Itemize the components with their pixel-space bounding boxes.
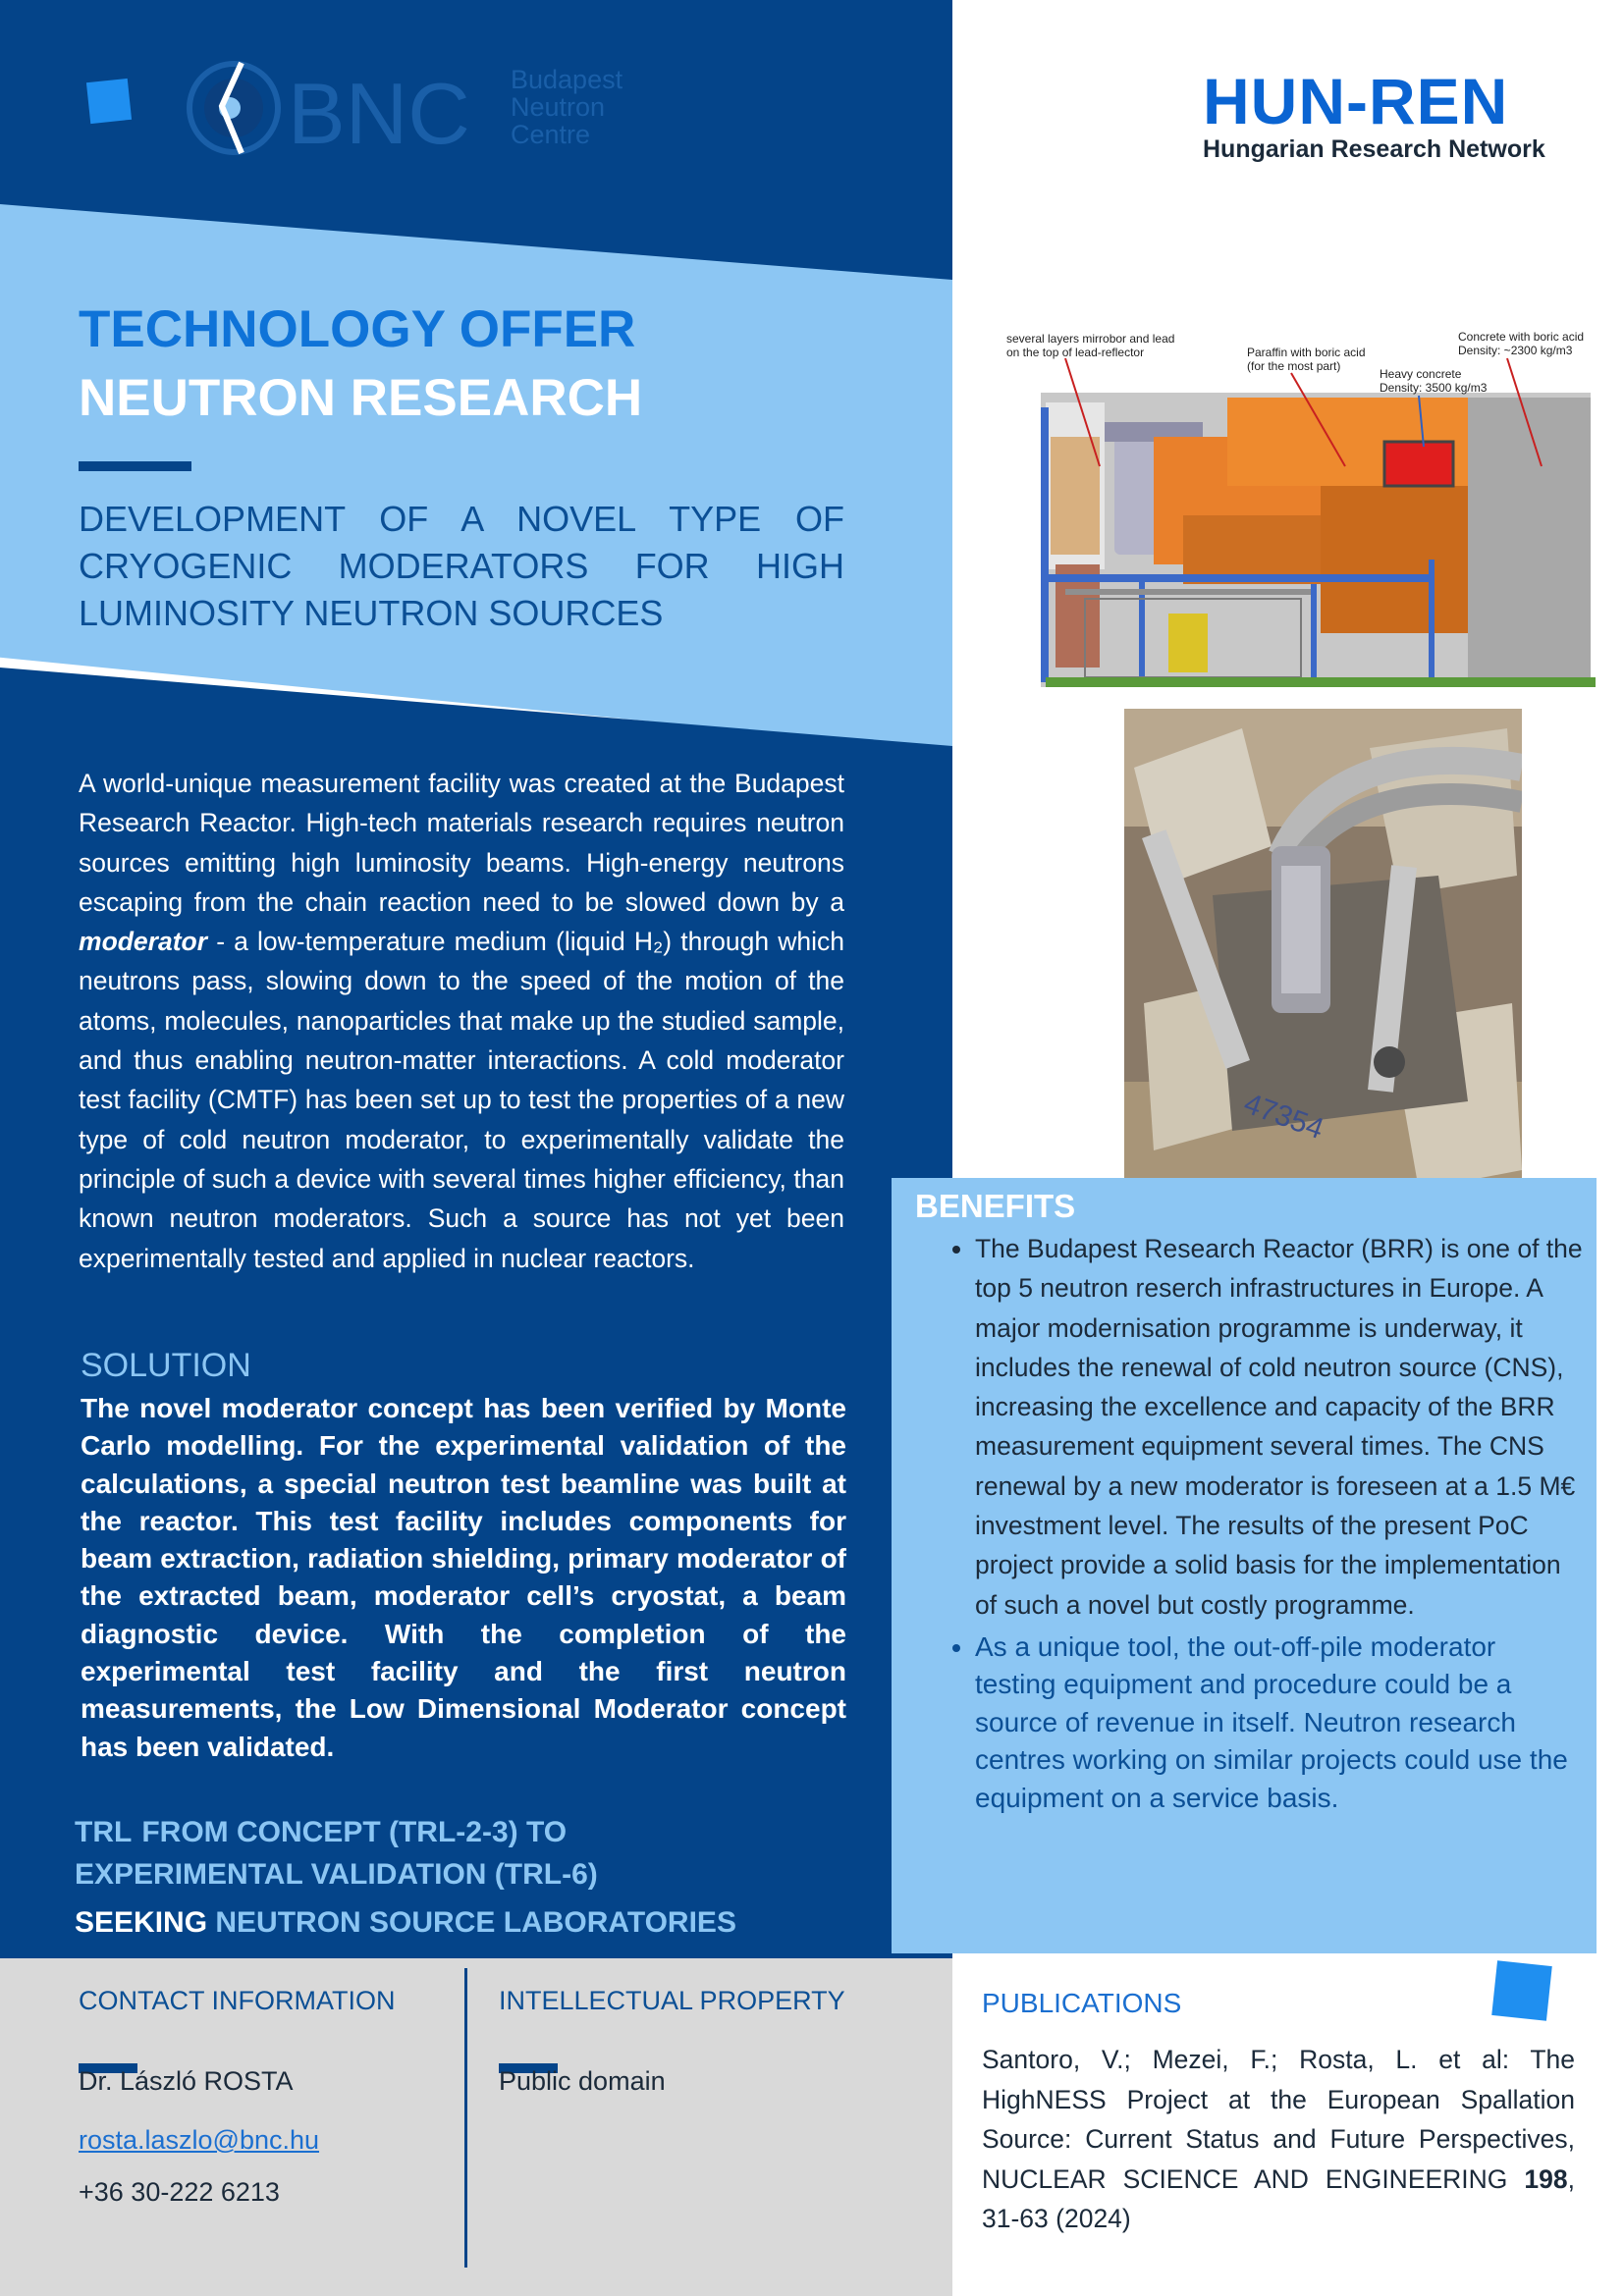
solution-body: The novel moderator concept has been verified by Monte Carlo modelling. For the experimental validation of the calculations, a special neutron test beamline was built at the reactor. This test facility includes components for beam extraction, radiation shielding, primary moderator of the extracted beam, moderator cell’s cryostat, a beam diagnostic device. With the completion of the experimental test facility and the first neutron measurements, the Low Dimensional Moderator concept has been validated. xyxy=(81,1393,846,1762)
svg-text:Heavy concrete: Heavy concrete xyxy=(1380,367,1462,381)
trl-label: TRL xyxy=(75,1816,133,1848)
red-component xyxy=(1384,442,1453,486)
decorative-square-icon xyxy=(1491,1960,1552,2021)
contact-column-divider xyxy=(464,1968,467,2268)
seeking-value: NEUTRON SOURCE LABORATORIES xyxy=(215,1906,736,1939)
svg-text:Density: 3500 kg/m3: Density: 3500 kg/m3 xyxy=(1380,381,1488,395)
heavy-concrete xyxy=(1321,486,1468,633)
benefits-heading: BENEFITS xyxy=(915,1188,1076,1224)
trl-value-continued: EXPERIMENTAL VALIDATION (TRL-6) xyxy=(75,1858,598,1891)
benefit-item: • As a unique tool, the out-off-pile moderator testing equipment and procedure could be a source of revenue in itself. Neutron research centres working on similar projects could use the equipment on a service basis. xyxy=(975,1629,1584,1818)
facility-cross-section-diagram xyxy=(1006,319,1600,702)
photo-marking: 47354 xyxy=(1239,1087,1328,1147)
contact-email-link[interactable]: rosta.laszlo@bnc.hu xyxy=(79,2125,320,2155)
contact-heading: CONTACT INFORMATION xyxy=(79,1986,396,2015)
svg-text:(for the most part): (for the most part) xyxy=(1247,359,1341,373)
trl-value: FROM CONCEPT (TRL-2-3) TO xyxy=(141,1816,568,1848)
benefits-list xyxy=(938,1229,1584,1817)
bnc-logo xyxy=(185,57,656,160)
svg-text:on the top of lead-reflector: on the top of lead-reflector xyxy=(1006,346,1145,359)
trl-row xyxy=(75,1816,567,1849)
bnc-logo-abbr: BNC xyxy=(288,65,470,160)
offer-subtitle: DEVELOPMENT OF A NOVEL TYPE OF CRYOGENIC MODERATORS FOR HIGH LUMINOSITY NEUTRON SOURCES xyxy=(79,499,844,633)
decorative-square-icon xyxy=(86,79,132,124)
publication-volume: 198 xyxy=(1524,2163,1568,2194)
light-blue-band xyxy=(0,201,952,751)
publication-reference: Santoro, V.; Mezei, F.; Rosta, L. et al: The HighNESS Project at the European Spallation Source: Current Status and Future Perspectives, NUCLEAR SCIENCE AND ENGINEERING 198, 31-63 (2024) xyxy=(982,2045,1575,2233)
svg-text:Centre: Centre xyxy=(511,120,591,149)
benefit-item: • The Budapest Research Reactor (BRR) is one of the top 5 neutron reserch infrastructures in Europe. A major modernisation programme is underway, it includes the renewal of cold neutron source (CNS), increasing the excellence and capacity of the BRR measurement equipment several times. The CNS renewal by a new moderator is foreseen at a 1.5 M€ investment level. The results of the present PoC project provide a solid basis for the implementation of such a novel but costly programme. xyxy=(975,1229,1584,1625)
hunren-title: HUN-REN xyxy=(1203,65,1509,137)
svg-text:several layers mirrobor and le: several layers mirrobor and lead xyxy=(1006,332,1175,346)
svg-text:Paraffin with boric acid: Paraffin with boric acid xyxy=(1247,346,1366,359)
ip-heading: INTELLECTUAL PROPERTY xyxy=(499,1986,845,2015)
seeking-row xyxy=(75,1906,736,1940)
svg-text:Neutron: Neutron xyxy=(511,92,606,122)
title-neutron-research: NEUTRON RESEARCH xyxy=(79,369,643,427)
hunren-logo xyxy=(1203,65,1556,164)
seeking-label: SEEKING xyxy=(75,1906,208,1939)
solution-heading: SOLUTION xyxy=(81,1347,251,1384)
hunren-subtitle: Hungarian Research Network xyxy=(1203,135,1545,163)
title-divider xyxy=(79,461,191,471)
ip-value: Public domain xyxy=(499,2066,666,2096)
moderator-emphasis: moderator xyxy=(79,927,208,957)
svg-text:Density: ~2300 kg/m3: Density: ~2300 kg/m3 xyxy=(1458,344,1573,357)
contact-name: Dr. László ROSTA xyxy=(79,2066,294,2096)
svg-text:Budapest: Budapest xyxy=(511,65,623,94)
contact-phone: +36 30-222 6213 xyxy=(79,2177,280,2207)
title-technology-offer: TECHNOLOGY OFFER xyxy=(79,300,636,358)
intro-paragraph: A world-unique measurement facility was created at the Budapest Research Reactor. High-tech materials research requires neutron sources emitting high luminosity beams. High-energy neutrons escaping from the chain reaction need to be slowed down by a moderator - a low-temperature medium (liquid H₂) through which neutrons pass, slowing down to the speed of the motion of the atoms, molecules, nanoparticles that make up the studied sample, and thus enabling neutron-matter interactions. A cold moderator test facility (CMTF) has been set up to test the properties of a new type of cold neutron moderator, to experimentally validate the principle of such a device with several times higher efficiency, than known neutron moderators. Such a source has not yet been experimentally tested and applied in nuclear reactors. xyxy=(79,769,844,1273)
cold-moderator-hardware-photo xyxy=(1124,709,1522,1219)
svg-text:Concrete with boric acid: Concrete with boric acid xyxy=(1458,330,1585,344)
publications-heading: PUBLICATIONS xyxy=(982,1988,1182,2018)
